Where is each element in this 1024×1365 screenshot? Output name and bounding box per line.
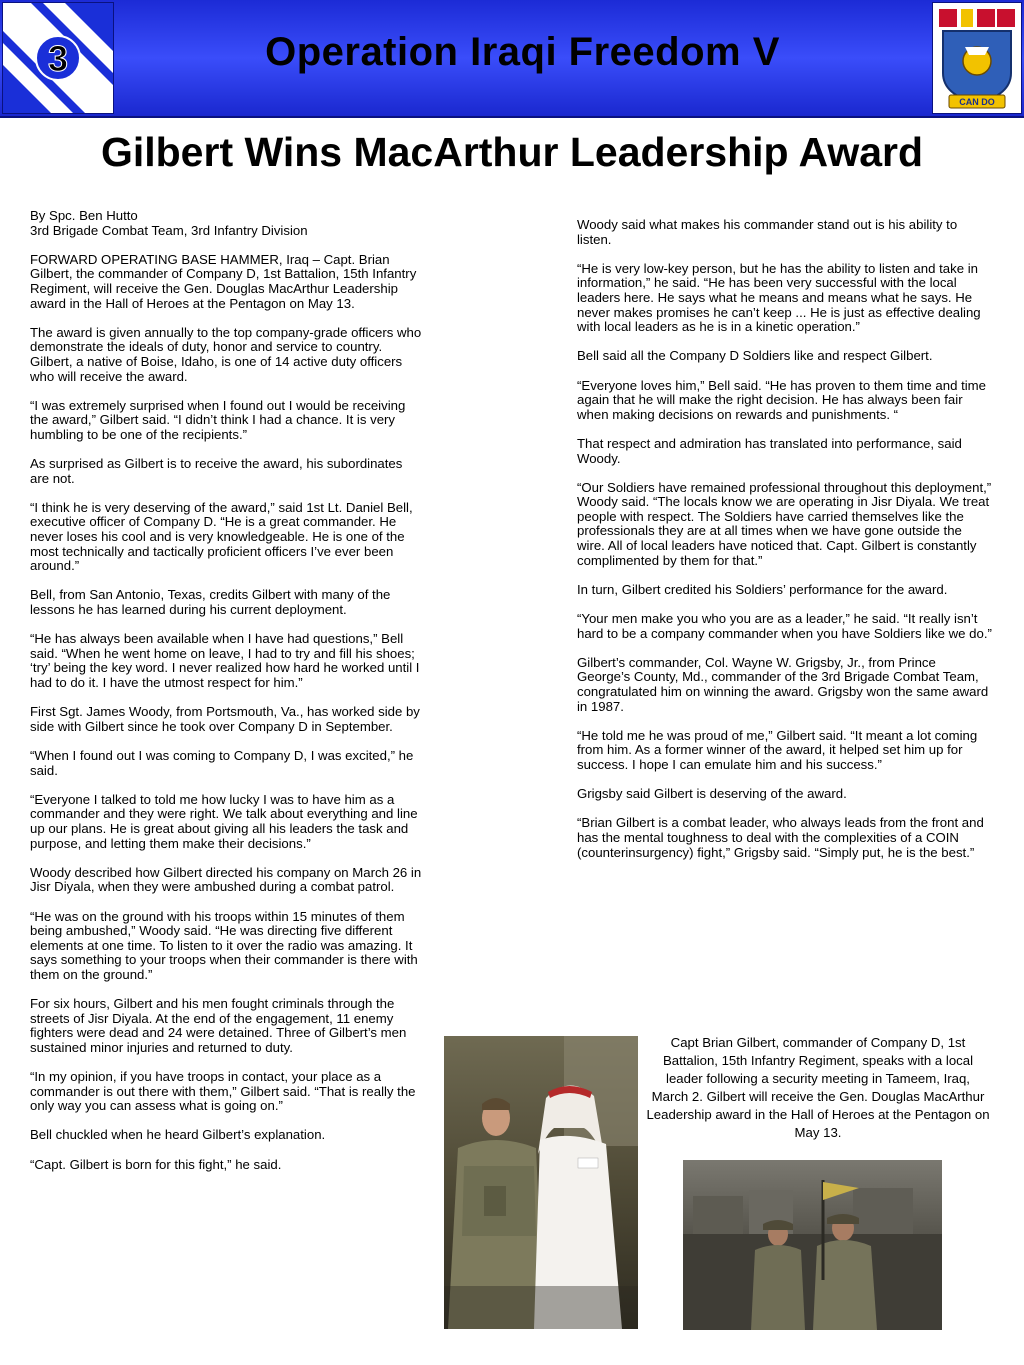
photo-caption: Capt Brian Gilbert, commander of Company D, 1st Battalion, 15th Infantry Regiment, speaks with a local leader following a security meeting in Tameem, Iraq, March 2. Gilbert will receive the Gen. Douglas MacArthur Leadership award in the Hall of Heroes at the Pentagon on May 13. (646, 1035, 990, 1140)
paragraph: “He was on the ground with his troops within 15 minutes of them being ambushed,” Woody said. “He was directing five different elements at one time. To listen to it over the radio was amazing. It says something to your troops when their commander is there with them on the ground.” (30, 908, 418, 982)
paragraph: That respect and admiration has translated into performance, said Woody. (577, 435, 962, 466)
paragraph: “Everyone loves him,” Bell said. “He has proven to them time and time again that he will make the right decision. He has always been fair when making decisions on rewards and punishments. “ (577, 377, 986, 422)
paragraph: Bell, from San Antonio, Texas, credits Gilbert with many of the lessons he has learned during his current deployment. (30, 587, 391, 618)
paragraph: “Capt. Gilbert is born for this fight,” he said. (30, 1156, 282, 1172)
paragraph: For six hours, Gilbert and his men fought criminals through the streets of Jisr Diyala. At the end of the engagement, 11 enemy fighters were dead and 24 were detained. Three of Gilbert’s men sustained minor injuries and returned to duty. (30, 996, 407, 1055)
regiment-crest-insignia (932, 2, 1022, 114)
paragraph: Gilbert’s commander, Col. Wayne W. Grigsby, Jr., from Prince George’s County, Md., commander of the 3rd Brigade Combat Team, congratulated him on winning the award. Grigsby won the same award in 1987. (577, 654, 989, 714)
paragraph: Grigsby said Gilbert is deserving of the award. (577, 786, 847, 802)
photo-gilbert-with-local-leader (444, 1036, 638, 1329)
paragraph: First Sgt. James Woody, from Portsmouth, Va., has worked side by side with Gilbert since he took over Company D in September. (30, 704, 420, 734)
photo-ceremony (683, 1160, 942, 1330)
article-right-column (577, 218, 992, 875)
paragraph: Woody described how Gilbert directed his company on March 26 in Jisr Diyala, when they were ambushed during a combat patrol. (30, 864, 422, 895)
byline-unit: 3rd Brigade Combat Team, 3rd Infantry Division (30, 222, 308, 238)
paragraph: In turn, Gilbert credited his Soldiers’ performance for the award. (577, 581, 948, 597)
paragraph: As surprised as Gilbert is to receive the award, his subordinates are not. (30, 456, 403, 486)
paragraph: “Our Soldiers have remained professional throughout this deployment,” Woody said. “The locals know we are operating in Jisr Diyala. We treat people with respect. The Soldiers have carried themselves like the professionals they are at all times when we have gone outside the wire. All of local leaders have noticed that. Capt. Gilbert is constantly complimented by them for that.” (577, 479, 992, 568)
paragraph: “He told me he was proud of me,” Gilbert said. “It meant a lot coming from him. As a former winner of the award, it helped set him up for success. I hope I can emulate him and his success.” (577, 727, 978, 772)
banner-title: Operation Iraqi Freedom V (265, 30, 780, 74)
paragraph: The award is given annually to the top company-grade officers who demonstrate the ideals of duty, honor and service to country. Gilbert, a native of Boise, Idaho, is one of 14 active duty officers who will receive the award. (30, 324, 422, 384)
paragraph: “Brian Gilbert is a combat leader, who always leads from the front and has the mental toughness to deal with the complexities of a COIN (counterinsurgency) fight,” Grigsby said. “Simply put, he is the best.” (577, 815, 984, 860)
byline-author: By Spc. Ben Hutto (30, 208, 138, 223)
paragraph: “In my opinion, if you have troops in contact, your place as a commander is out there with them,” Gilbert said. “That is really the only way you can assess what is going on.” (30, 1069, 416, 1114)
article-left-column (30, 209, 422, 1187)
paragraph: “Your men make you who you are as a leader,” he said. “It really isn’t hard to be a company commander when you have Soldiers like we do.” (577, 611, 992, 641)
paragraph: Bell chuckled when he heard Gilbert’s explanation. (30, 1127, 326, 1143)
paragraph: Bell said all the Company D Soldiers like and respect Gilbert. (577, 348, 933, 364)
paragraph: FORWARD OPERATING BASE HAMMER, Iraq – Capt. Brian Gilbert, the commander of Company D, 1st Battalion, 15th Infantry Regiment, will receive the Gen. Douglas MacArthur Leadership award in the Hall of Heroes at the Pentagon on May 13. (30, 251, 417, 311)
header-banner (0, 0, 1024, 118)
crest-icon (933, 3, 1021, 113)
paragraph: “I was extremely surprised when I found out I would be receiving the award,” Gilbert said. “I didn’t think I had a chance. It is very humbling to be one of the recipients.” (30, 397, 406, 442)
paragraph: “When I found out I was coming to Company D, I was excited,” he said. (30, 747, 414, 778)
byline (30, 209, 422, 238)
third-infantry-division-insignia (2, 2, 114, 114)
paragraph: “He is very low-key person, but he has the ability to listen and take in information,” he said. “He has been very successful with the local leaders here. He says what he means and means what he says. He never makes promises he can’t keep ... He is just as effective dealing with local leaders as he is in a kinetic operation.” (577, 260, 981, 335)
crest-motto: CAN DO (959, 97, 995, 107)
paragraph: “I think he is very deserving of the award,” said 1st Lt. Daniel Bell, executive officer of Company D. “He is a great commander. He never loses his cool and is very knowledgeable. He is one of the most technically and tactically proficient officers I’ve ever been around.” (30, 499, 413, 574)
division-patch-icon (3, 3, 113, 113)
paragraph: Woody said what makes his commander stand out is his ability to listen. (577, 217, 958, 247)
insignia-numeral: 3 (47, 38, 69, 79)
paragraph: “He has always been available when I have had questions,” Bell said. “When he went home on leave, I had to try and fill his shoes; ‘try’ being the key word. I never realized how hard he worked until I had to do it. I have the utmost respect for him.” (30, 631, 420, 690)
article-headline: Gilbert Wins MacArthur Leadership Award (100, 129, 924, 175)
paragraph: “Everyone I talked to told me how lucky I was to have him as a commander and they were right. We talk about everything and line up our plans. He is great about giving all his leaders the task and purpose, and letting them make their decisions.” (30, 791, 418, 851)
